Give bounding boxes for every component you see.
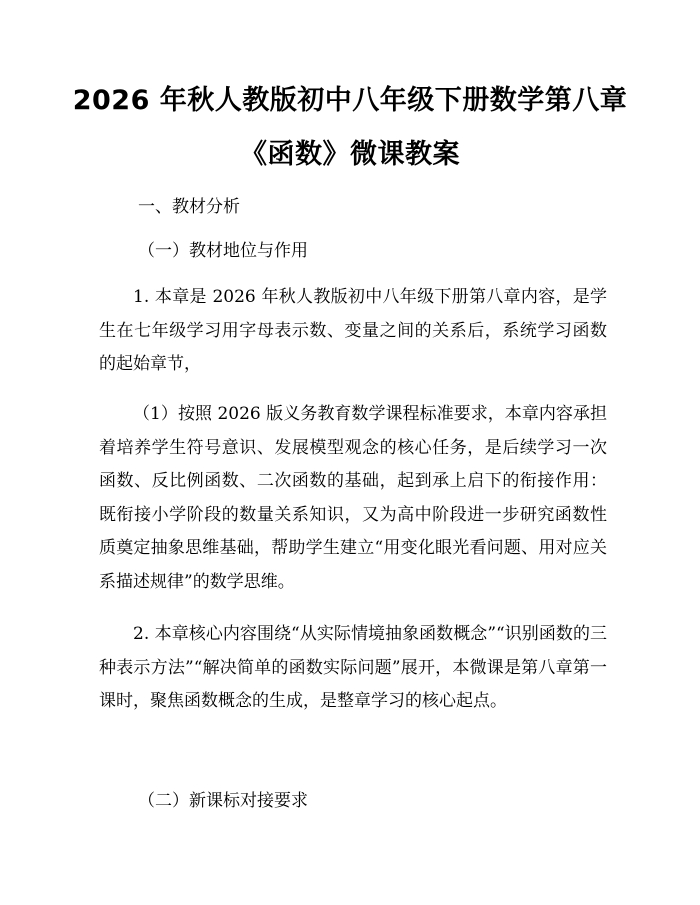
section-heading-textbook-analysis: 一、教材分析 bbox=[138, 197, 240, 217]
paragraph-chapter-overview: 1. 本章是 2026 年秋人教版初中八年级下册第八章内容，是学生在七年级学习用字母表示数、变量之间的关系后，系统学习函数的起始章节， bbox=[99, 287, 607, 374]
subsection-heading-new-standard-requirements: （二）新课标对接要求 bbox=[138, 791, 308, 811]
document-title-line-2: 《函数》微课教案 bbox=[240, 139, 460, 170]
subsection-heading-status-and-role: （一）教材地位与作用 bbox=[138, 241, 308, 261]
paragraph-core-content: 2. 本章核心内容围绕“从实际情境抽象函数概念”“识别函数的三种表示方法”“解决简单的函数实际问题”展开，本微课是第八章第一课时，聚焦函数概念的生成，是整章学习的核心起点。 bbox=[99, 624, 607, 711]
document-title-line-1: 2026 年秋人教版初中八年级下册数学第八章 bbox=[72, 85, 628, 116]
paragraph-curriculum-standard: （1）按照 2026 版义务教育数学课程标准要求，本章内容承担着培养学生符号意识、发展模型观念的核心任务，是后续学习一次函数、反比例函数、二次函数的基础，起到承上启下的衔接作用：既衔接小学阶段的数量关系知识，又为高中阶段进一步研究函数性质奠定抽象思维基础，帮助学生建立“用变化眼光看问题、用对应关系描述规律”的数学思维。 bbox=[99, 404, 607, 592]
